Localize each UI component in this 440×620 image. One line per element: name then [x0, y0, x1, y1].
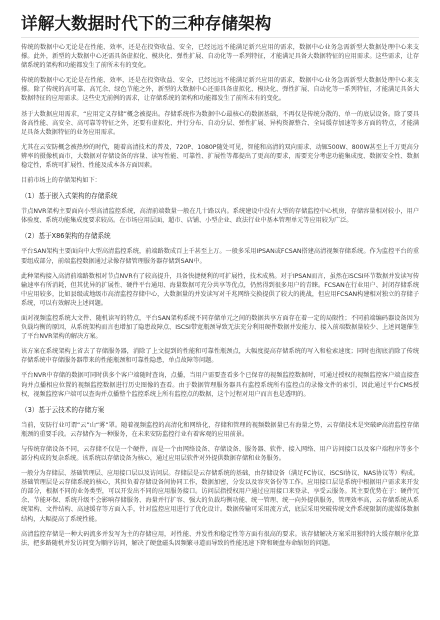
section-paragraph: 此种架构接入高清前端路数相对节点NVR有了较高提升，具备快捷便利的可扩展性，技术成熟。对于IPSAN而言，虽然在iSCSI环节数据并发读写传输速率有所消耗，但其优异的扩展性、硬件平台通用、海量数据可充分共享等优点，仍然得到很多用户的青睐。FCSAN在行业用户、封闭存储系统中应用较多，比如县级或地级市高清监控存储中心，大数据量的并发读写对千兆网络交换提供了较大的挑战，但应用FCSAN构建相对独立的存储子系统，可以有效解决上述问题。	[21, 272, 419, 307]
intro-paragraph: 尤其在云安防概念被热炒的时代，随着高清技术的普及，720P、1080P随处可见，智能和高清的双向需求、动辄500W、800W甚至上千万更高分辨率的摄像机面市，大数据对存储设备的容量、读写性能、可靠性、扩展性等都提出了更高的要求，需要充分考虑功能集成度、数据安全性、数据稳定性，系统可扩展性、性能及成本各方面因素。	[21, 143, 419, 170]
section-paragraph: 节点NVR架构主要面向小型高清监控系统，高清前端数量一般在几十路以内。系统建设中没有大型的存储监控中心机房，存储容量相对较小，用户体验度、系统功能集成度要求较高。在市场应用层面，超市、店铺、小型企业、政法行业中基本管理单元等应用较为广泛。	[21, 208, 419, 225]
section-paragraph: 与传统存储设备不同，云存储不仅是一个硬件，而是一个由网络设备、存储设备、服务器、软件、接入网络、用户访问接口以及客户端程序等多个部分构成的复杂系统。该系统以存储设备为核心，通过应用层软件对外提供数据存储和业务服务。	[21, 445, 419, 462]
section-paragraph: 当前，安防行业可谓“云”山“雾”罩。随着视频监控的高清化和网络化，存储和管理的视频数据量已有海量之势，云存储技术是突破IP高清监控存储瓶颈的重要手段。云存储作为一种服务，在未来安防监控行业有着客观的应用前景。	[21, 421, 419, 438]
intro-paragraph: 基于大数据应用需求，“应用定义存储”概念被提出。存储系统作为数据中心最核心的数据基础，不再仅是传统分散的、单一的底层设备。除了要具备高性能、高安全、高可靠等特征之外，还要有虚拟化、并行分布、自动分层、弹性扩展、异构资源整合、全局缓存加速等多方面的特点，才能满足具备大数据特征的业务应用需求。	[21, 110, 419, 136]
section-heading: （1）基于嵌入式架构的存储系统	[21, 192, 118, 201]
intro-paragraph: 目前市场上的存储架构如下：	[21, 177, 101, 185]
section-paragraph: 面对视频监控系统大文件、随机读写的特点，平台SAN架构系统不同存储单元之间的数据共享方面存在着一定的局限性；不同前端编码器设备因为负载均衡的原因，从系统架构而言也增加了隐患故障点、ISCSI带宽瓶颈导致无法充分利用硬件数据并发能力、接入前端数据量较少、上述问题催生了平台NVR架构的解决方案。	[21, 314, 419, 341]
section-paragraph: 高清监控存储是一种大码流多并发写为主的存储应用，对性能、并发性和稳定性等方面有很高的要求。该存储解决方案采用独特的大缓存顺序化算法，把多路随机并发访问变为顺序访问，解决了硬盘磁头因频繁寻道而导致的性能迅速下降和硬盘寿命缩短的问题。	[21, 530, 419, 547]
article-title: 详解大数据时代下的三种存储架构	[21, 14, 272, 33]
section-paragraph: 一般分为存储层、基础管理层、应用接口层以及访问层。存储层是云存储系统的基础，由存储设备（满足FC协议、iSCSI协议、NAS协议等）构成。基础管理层是云存储系统的核心，其担负着存储设备间协同工作，数据加密，分发以及容灾备份等工作。应用接口层是系统中根据用户需求来开发的部分，根据不同的业务类型，可以开发出不同的应用服务接口。访问层指授权用户通过应用接口来登录、享受云服务。其主要优势在于：硬件冗余、节能环保、系统升级不会影响存储服务、海量并行扩容、强大的负载均衡功能、统一管理、统一向外提供服务，管理效率高，云存储系统从系统架构、文件结构、高速缓存等方面入手，针对监控应用进行了优化设计。数据传输可采用流方式，底层采用突破传统文件系统限制的流媒体数据结构，大幅提高了系统性能。	[21, 470, 419, 523]
section-paragraph: 该方案在系统架构上省去了存储服务器，消除了上文提到的性能和可靠性瓶颈点，大幅度提高存储系统的写入和检索速度；同时也彻底消除了传统存储系统中存储服务器带来的性能瓶颈和可靠性隐患，单点故障等问题。	[21, 348, 419, 365]
section-x86	[21, 231, 419, 398]
intro-paragraph: 传统的数据中心无论是在性能、效率，还是在投资收益、安全，已经远远不能满足新兴应用的需求，数据中心业务急需新型大数据处理中心来支撑。此外，新型的大数据中心还需具备虚拟化、模块化、弹性扩展、自动化等一系列特征，才能满足具备大数据特征的应用需求。这些需求，让存储系统的架构和功能都发生了前所未有的变化。	[21, 44, 419, 70]
section-heading: （3）基于云技术的存储方案	[21, 405, 105, 414]
intro-paragraph: 传统的数据中心无论是在性能、效率，还是在投资收益、安全，已经远远不能满足新兴应用的需求，数据中心业务急需新型大数据处理中心来支撑。除了传统的高可靠、高冗余、绿色节能之外，新型的大数据中心还需具备虚拟化、模块化、弹性扩展、自动化等一系列特征，才能满足具备大数据特征的应用需求。这些史无前例的需求，让存储系统的架构和功能都发生了前所未有的变化。	[21, 77, 419, 103]
section-heading: （2）基于X86架构的存储系统	[21, 232, 111, 241]
section-paragraph: 平台SAN架构主要面向中大型高清监控系统，前端路数成百上千甚至上万。一般多采用IPSAN或FCSAN搭建高清视频存储系统。作为监控平台的重要组成部分，前端监控数据通过录像存储管理服务器存储到SAN中。	[21, 248, 419, 265]
intro-section	[21, 43, 419, 185]
section-cloud	[21, 405, 419, 548]
section-embedded	[21, 191, 419, 225]
section-paragraph: 平台NVR中存储的数据可同时供多个客户端随时查询，点播，当用户需要查看多个已保存的视频监控数据时，可通过授权的视频监控客户端直接查询并点播相应位置的视频监控数据进行历史图像的查看。由于数据管理服务器具有监控系统所有监控点的录像文件的索引，因此通过平台CMS授权，视频监控客户端可以查询并点播整个监控系统上所有监控点的数据，这个过程对用户而言也是透明的。	[21, 372, 419, 398]
title-divider	[21, 37, 419, 38]
